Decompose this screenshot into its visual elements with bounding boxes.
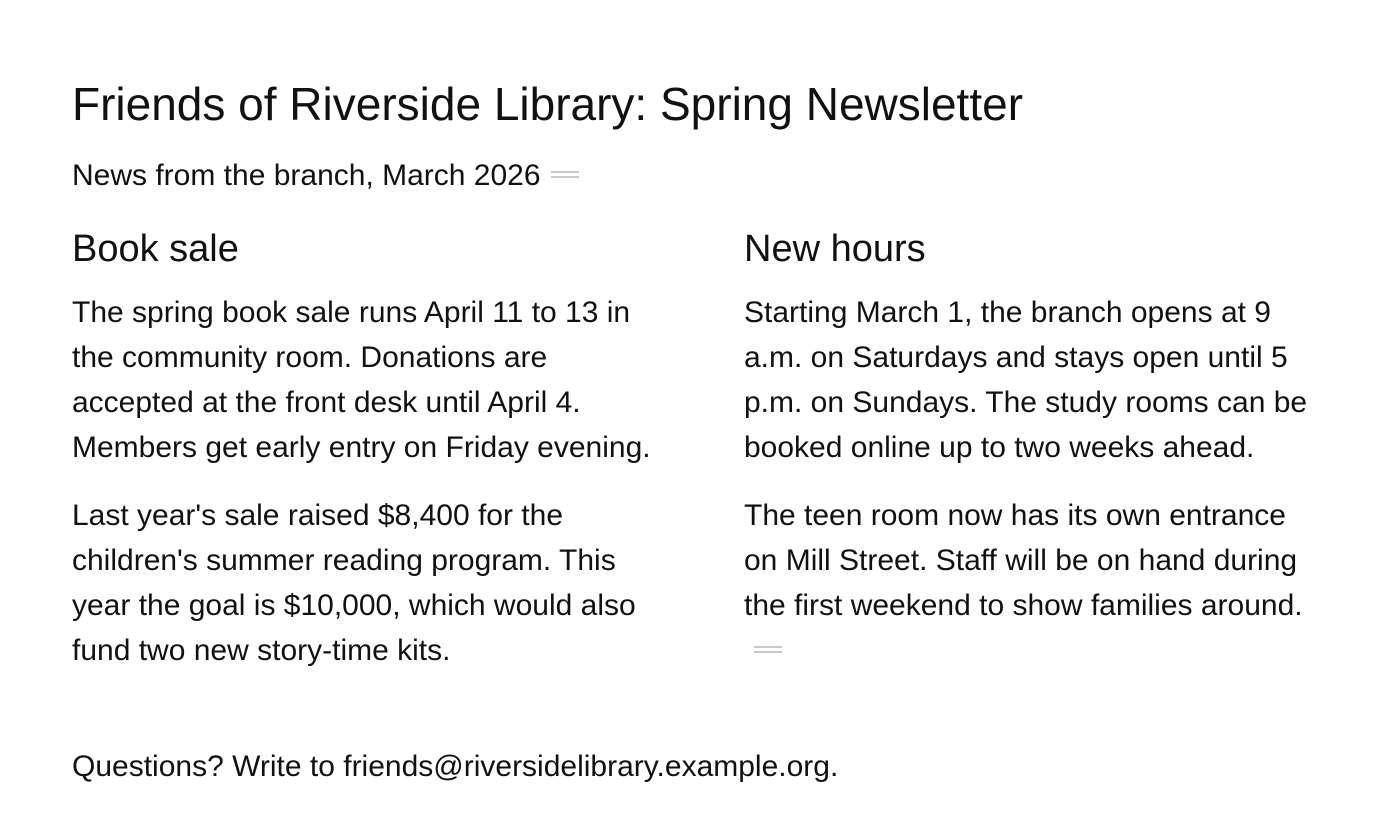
- section-paragraph-text: The teen room now has its own entrance on Mill Street. Staff will be on hand during the first weekend to show families around.: [744, 499, 1303, 622]
- section-paragraph: Last year's sale raised $8,400 for the children's summer reading program. This year the goal is $10,000, which would also fund two new story-time kits.: [72, 499, 636, 667]
- section-paragraph: Starting March 1, the branch opens at 9 a.m. on Saturdays and stays open until 5 p.m. on Sundays. The study rooms can be booked online up to two weeks ahead.: [744, 296, 1308, 464]
- newsletter-subtitle: [72, 156, 579, 196]
- section-heading: Book sale: [72, 228, 239, 270]
- drag-handle-icon[interactable]: [551, 171, 579, 178]
- section-new-hours: [744, 224, 1324, 696]
- section-book-sale: [72, 224, 652, 696]
- footer-contact: Questions? Write to friends@riversidelibrary.example.org.: [72, 750, 839, 783]
- drag-handle-icon[interactable]: [754, 646, 782, 653]
- section-paragraph-with-handle: [744, 493, 1324, 673]
- section-paragraph: The spring book sale runs April 11 to 13 in the community room. Donations are accepted at the front desk until April 4. Members get early entry on Friday evening.: [72, 296, 651, 464]
- page-title: Friends of Riverside Library: Spring Newsletter: [72, 78, 1024, 130]
- subtitle-text: News from the branch, March 2026: [72, 159, 541, 192]
- section-heading: New hours: [744, 228, 926, 270]
